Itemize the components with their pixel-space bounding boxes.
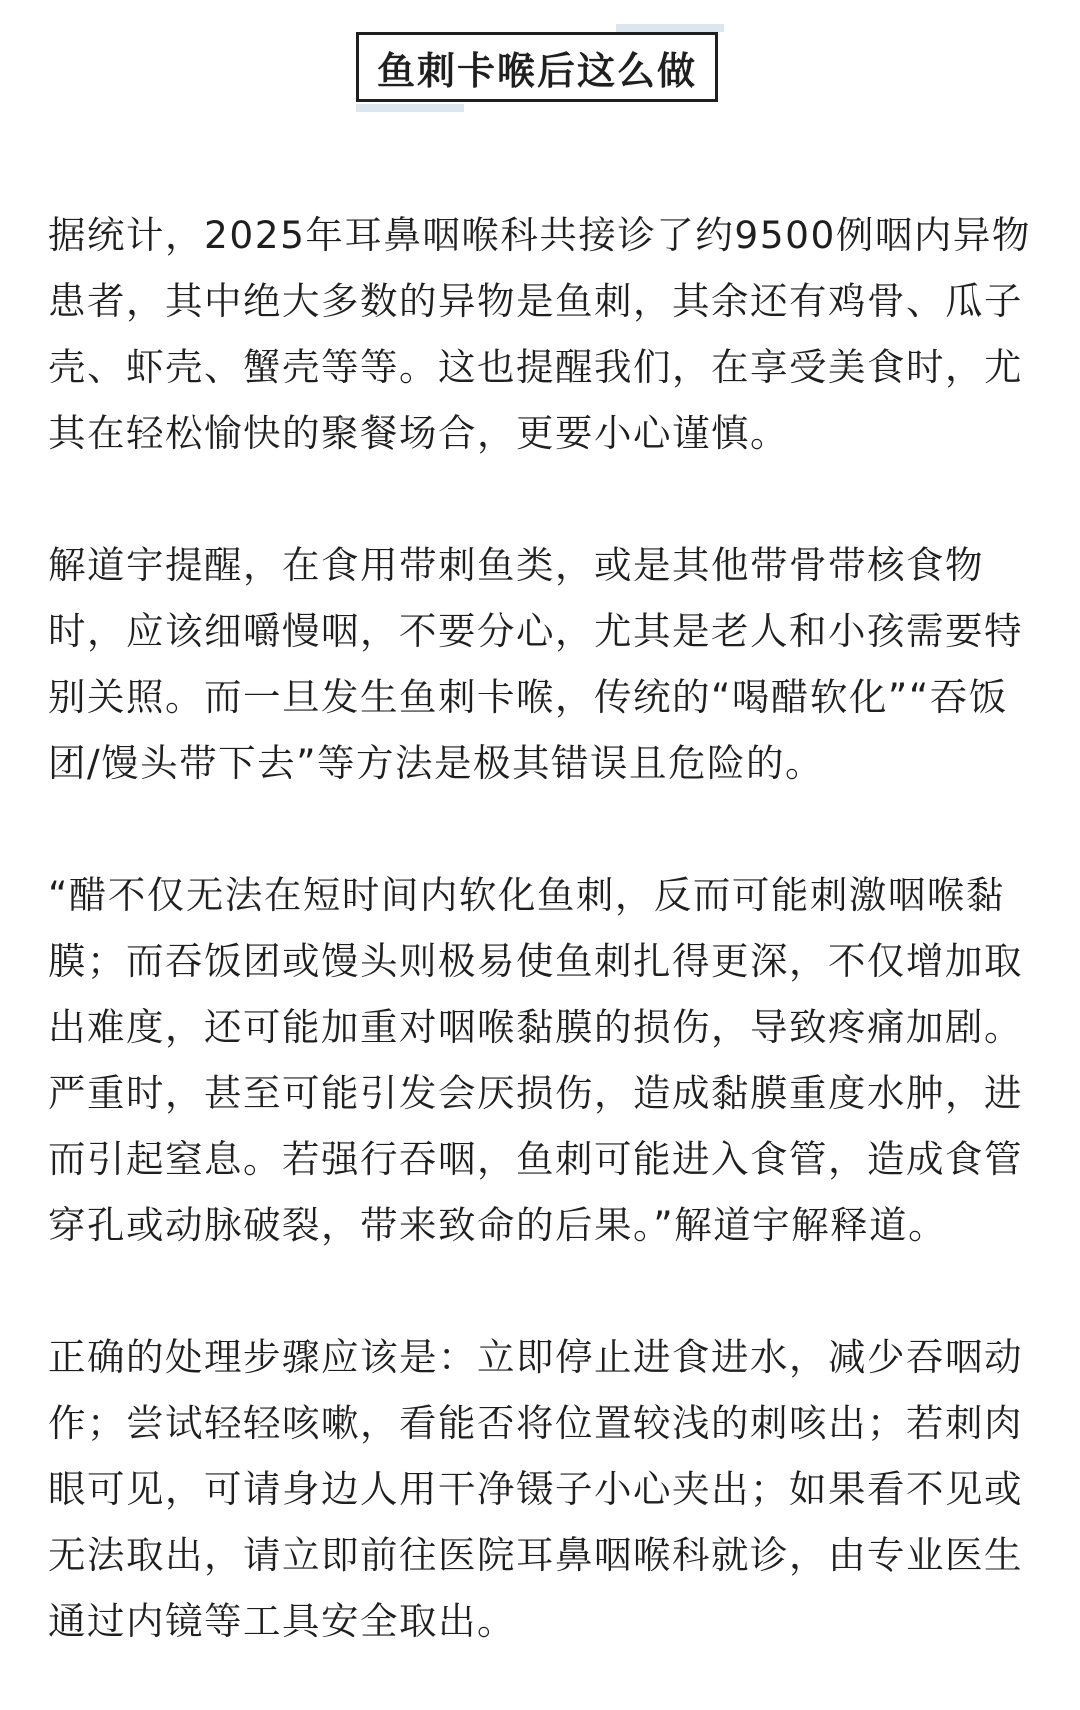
title-decoration-bottom: [356, 104, 464, 112]
article-title: 鱼刺卡喉后这么做: [376, 48, 697, 93]
article-title-block: [356, 24, 722, 104]
paragraph-correct-steps: 正确的处理步骤应该是：立即停止进食进水，减少吞咽动作；尝试轻轻咳嗽，看能否将位置较浅的刺咳出；若刺肉眼可见，可请身边人用干净镊子小心夹出；如果看不见或无法取出，请立即前往医院耳鼻咽喉科就诊，由专业医生通过内镜等工具安全取出。: [48, 1335, 1023, 1643]
paragraph-gap: [48, 796, 1038, 862]
title-box: [356, 32, 718, 102]
title-decoration-top: [616, 24, 724, 32]
paragraph-gap: [48, 1258, 1038, 1324]
paragraph-reminder: 解道宇提醒，在食用带刺鱼类，或是其他带骨带核食物时，应该细嚼慢咽，不要分心，尤其是老人和小孩需要特别关照。而一旦发生鱼刺卡喉，传统的“喝醋软化”“吞饭团/馒头带下去”等方法是极其错误且危险的。: [48, 543, 1023, 785]
paragraph-explanation: “醋不仅无法在短时间内软化鱼刺，反而可能刺激咽喉黏膜；而吞饭团或馒头则极易使鱼刺扎得更深，不仅增加取出难度，还可能加重对咽喉黏膜的损伤，导致疼痛加剧。严重时，甚至可能引发会厌损伤，造成黏膜重度水肿，进而引起窒息。若强行吞咽，鱼刺可能进入食管，造成食管穿孔或动脉破裂，带来致命的后果。”解道宇解释道。: [48, 873, 1023, 1247]
paragraph-gap: [48, 466, 1038, 532]
article-body: [48, 202, 1038, 1654]
paragraph-statistics: 据统计，2025年耳鼻咽喉科共接诊了约9500例咽内异物患者，其中绝大多数的异物是鱼刺，其余还有鸡骨、瓜子壳、虾壳、蟹壳等等。这也提醒我们，在享受美食时，尤其在轻松愉快的聚餐场合，更要小心谨慎。: [48, 213, 1031, 455]
